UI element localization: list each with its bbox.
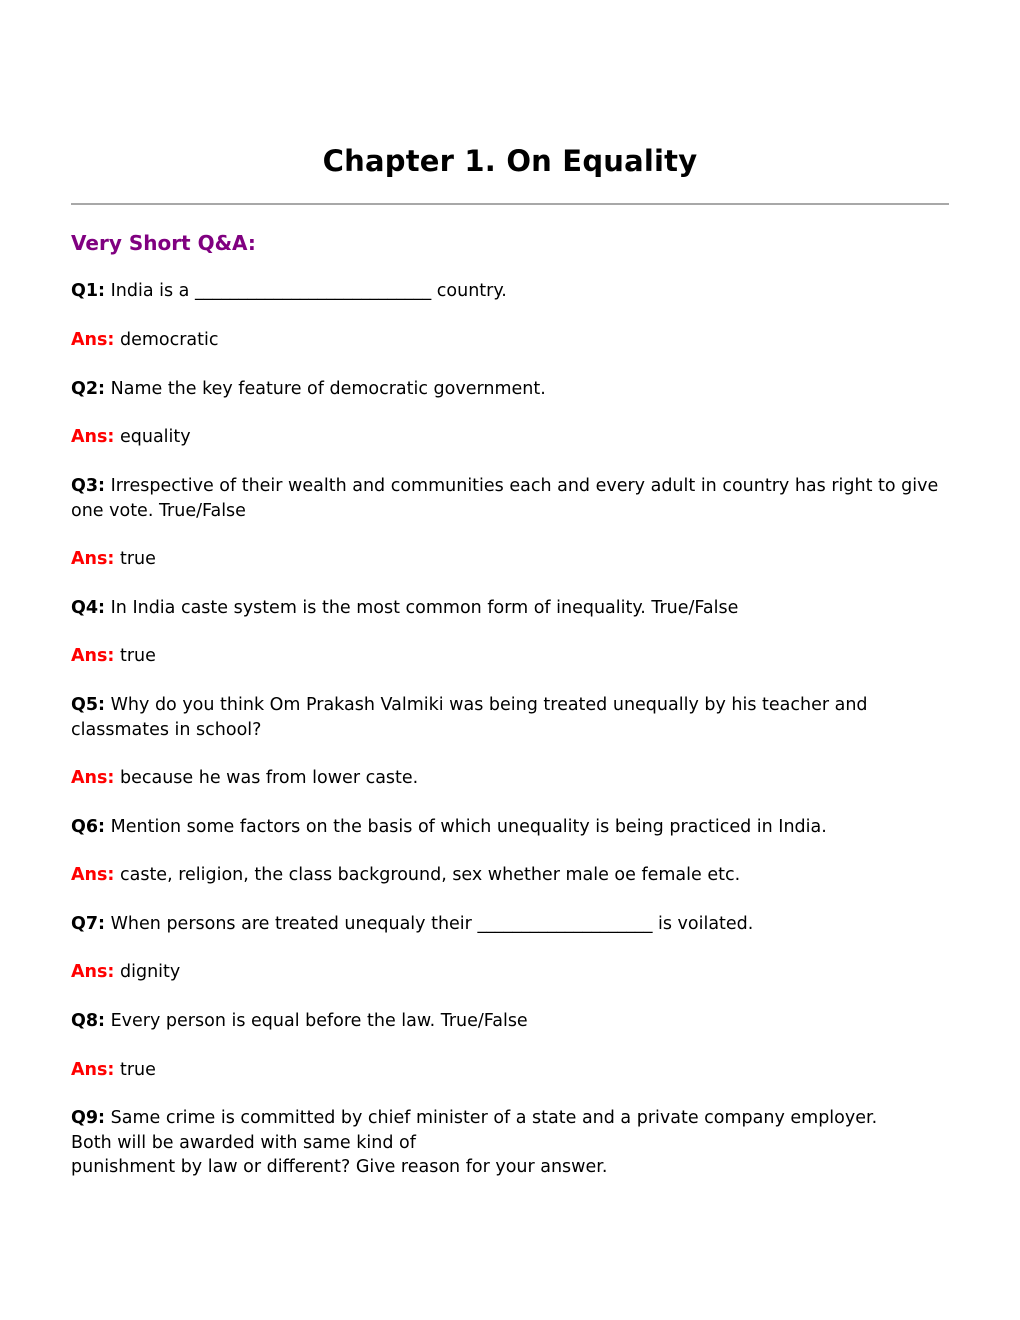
question-line: punishment by law or different? Give reason for your answer.: [71, 1157, 608, 1177]
fill-in-blank: ____________________: [477, 914, 653, 934]
answer-label: Ans:: [71, 768, 115, 788]
question-text: Every person is equal before the law. True/False: [105, 1011, 528, 1031]
question-4: [71, 596, 949, 621]
question-line: [71, 1106, 949, 1131]
answer-3: [71, 547, 949, 572]
answer-8: [71, 1058, 949, 1083]
section-heading: Very Short Q&A:: [71, 231, 256, 255]
answer-4: [71, 644, 949, 669]
answer-text: true: [114, 1060, 156, 1080]
question-label: Q6:: [71, 817, 106, 837]
answer-6: [71, 863, 949, 888]
question-text: Irrespective of their wealth and communities each and every adult in country has right to give one vote. True/False: [71, 476, 939, 521]
question-text: In India caste system is the most common form of inequality. True/False: [105, 598, 739, 618]
question-1: [71, 279, 949, 304]
fill-in-blank: ___________________________: [194, 281, 432, 301]
question-text: Name the key feature of democratic government.: [105, 379, 546, 399]
answer-label: Ans:: [71, 865, 115, 885]
answer-text: true: [114, 549, 156, 569]
question-text: is voilated.: [652, 914, 754, 934]
answer-label: Ans:: [71, 427, 115, 447]
answer-label: Ans:: [71, 646, 115, 666]
answer-2: [71, 425, 949, 450]
answer-1: [71, 328, 949, 353]
answer-text: true: [114, 646, 156, 666]
question-label: Q5:: [71, 695, 106, 715]
question-3: [71, 474, 949, 523]
question-2: [71, 377, 949, 402]
answer-label: Ans:: [71, 549, 115, 569]
question-label: Q2:: [71, 379, 106, 399]
answer-text: dignity: [114, 962, 181, 982]
question-8: [71, 1009, 949, 1034]
question-label: Q8:: [71, 1011, 106, 1031]
answer-text: equality: [114, 427, 191, 447]
question-6: [71, 815, 949, 840]
question-text: When persons are treated unequaly their: [105, 914, 478, 934]
title-divider: [71, 203, 949, 205]
question-label: Q9:: [71, 1108, 106, 1128]
question-text: Why do you think Om Prakash Valmiki was being treated unequally by his teacher and classmates in school?: [71, 695, 868, 740]
answer-label: Ans:: [71, 1060, 115, 1080]
question-5: [71, 693, 949, 742]
question-line: Both will be awarded with same kind of: [71, 1132, 416, 1153]
answer-label: Ans:: [71, 962, 115, 982]
question-text: India is a: [105, 281, 195, 301]
answer-text: because he was from lower caste.: [114, 768, 419, 788]
answer-5: [71, 766, 949, 791]
question-text: Mention some factors on the basis of which unequality is being practiced in India.: [105, 817, 827, 837]
answer-7: [71, 960, 949, 985]
chapter-title: Chapter 1. On Equality: [322, 144, 698, 178]
answer-text: democratic: [114, 330, 219, 350]
question-7: [71, 912, 949, 937]
question-text: country.: [431, 281, 507, 301]
question-label: Q7:: [71, 914, 106, 934]
question-label: Q4:: [71, 598, 106, 618]
answer-label: Ans:: [71, 330, 115, 350]
answer-text: caste, religion, the class background, sex whether male oe female etc.: [114, 865, 741, 885]
question-text: Same crime is committed by chief minister of a state and a private company employer.: [105, 1108, 878, 1128]
question-label: Q3:: [71, 476, 106, 496]
question-label: Q1:: [71, 281, 106, 301]
question-9: [71, 1106, 949, 1180]
